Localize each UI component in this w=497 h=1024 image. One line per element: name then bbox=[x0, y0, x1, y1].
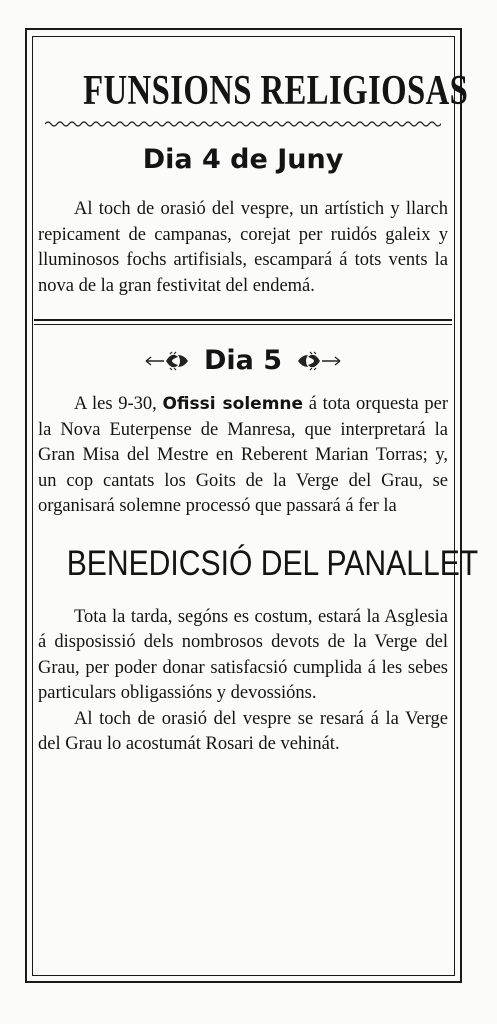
afternoon-paragraph: Tota la tarda, segóns es costum, estará la Asglesia á disposissió dels nombrosos devots de la Verge del Grau, per poder donar satisfacsió cumplida á les sebes particulars obligassións y devossións. bbox=[38, 606, 448, 703]
wavy-divider-icon bbox=[45, 120, 441, 128]
day5-paragraph bbox=[38, 392, 448, 520]
day5-time-text: A les 9-30, bbox=[74, 394, 157, 414]
evening-paragraph: Al toch de orasió del vespre se resará á la Verge del Grau lo acostumát Rosari de vehinát. bbox=[38, 708, 448, 754]
day5-heading: Dia 5 bbox=[203, 345, 283, 376]
section-divider bbox=[34, 319, 452, 325]
fleuron-right-icon bbox=[296, 351, 342, 371]
page-title: FUNSIONS RELIGIOSAS bbox=[83, 68, 469, 114]
content-area bbox=[38, 40, 479, 758]
benedicsio-heading: BENEDICSIÓ DEL PANALLET bbox=[66, 543, 479, 583]
fleuron-left-icon bbox=[144, 351, 190, 371]
day5-heading-row bbox=[38, 347, 448, 374]
day5-paragraph-rest: á tota orquesta per la Nova Euterpense de Manresa, que interpretará la Gran Misa del Mestre en Reberent Marian Torras; y, un cop cantats los Goits de la Verge del Grau, se organisará solemne processó que passará á fer la bbox=[38, 394, 449, 516]
day4-heading: Dia 4 de Juny bbox=[142, 144, 344, 175]
ofissi-solemne-text: Ofissi solemne bbox=[162, 394, 304, 414]
day4-paragraph: Al toch de orasió del vespre, un artístich y llarch repicament de campanas, corejat per ruidós galeix y lluminosos fochs artifisials, escampará á tots vents la nova de la gran festivitat del endemá. bbox=[38, 199, 448, 296]
